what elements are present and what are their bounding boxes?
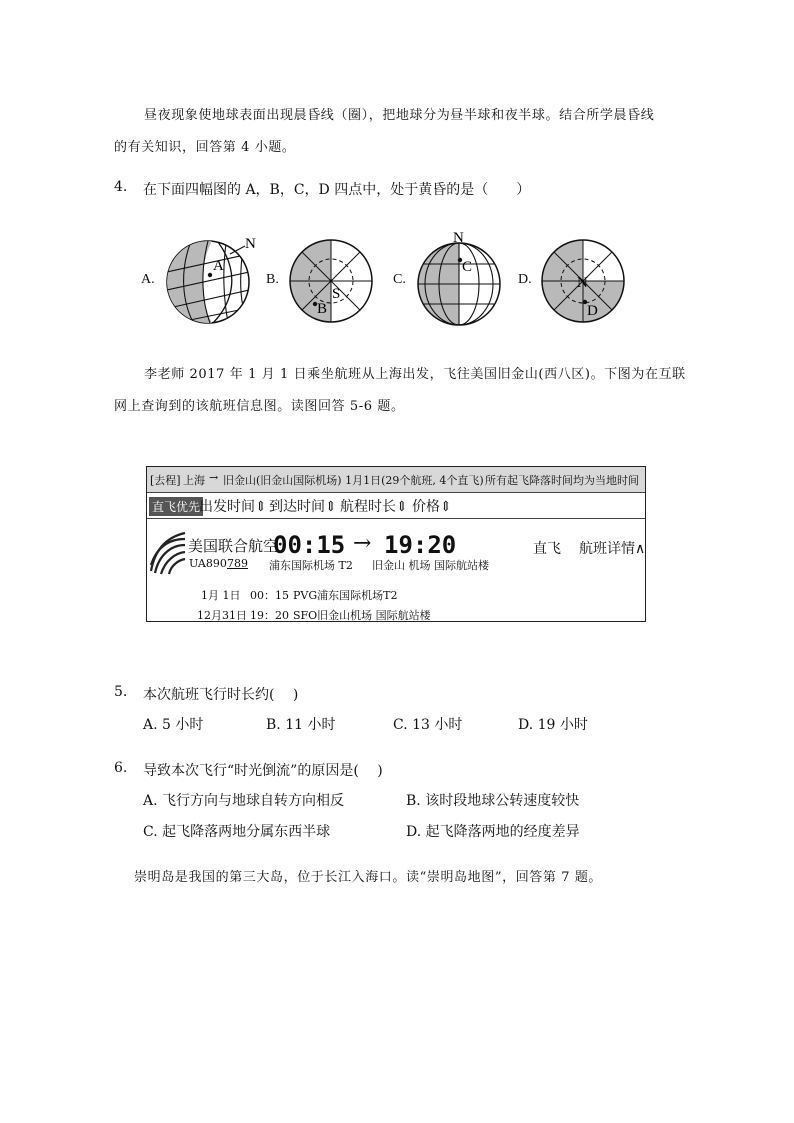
dep-time-row: 00：15 (250, 589, 289, 602)
globe-figure-c (412, 228, 507, 332)
arr-date: 12月31日 (197, 609, 247, 622)
pole-n-label-d: N (577, 275, 588, 291)
route-arrow-icon: → (209, 471, 219, 484)
q6-option-a: A. 飞行方向与地球自转方向相反 (143, 793, 345, 809)
arr-time-row: 19：20 (250, 609, 289, 622)
aircraft-type[interactable]: 789 (227, 557, 248, 570)
intro2-line-2: 网上查询到的该航班信息图。读图回答 5-6 题。 (114, 399, 405, 414)
q6-text: 导致本次飞行“时光倒流”的原因是( ) (143, 763, 383, 779)
q4-text: 在下面四幅图的 A，B，C，D 四点中，处于黄昏的是（ ） (143, 182, 531, 198)
q5-number: 5. (114, 684, 128, 700)
sort-price-button[interactable]: 价格⇕ (412, 499, 452, 515)
local-time-note: 所有起飞降落时间均为当地时间 (485, 474, 639, 487)
globe-figure-a (160, 232, 270, 332)
fig-c-option: C. (393, 272, 406, 287)
pole-s-label-b: S (332, 286, 341, 302)
destination-summary: 旧金山(旧金山国际机场) 1月1日(29个航班, 4个直飞) (223, 474, 484, 487)
q6-option-b: B. 该时段地球公转速度较快 (406, 793, 580, 809)
globe-figure-d (538, 236, 628, 326)
point-a-label: A (213, 258, 224, 274)
airline-logo-icon (149, 531, 187, 575)
point-c-label: C (462, 259, 473, 275)
arrival-airport: 旧金山 机场 国际航站楼 (372, 559, 489, 572)
dep-place: PVG浦东国际机场T2 (293, 589, 398, 602)
fig-d-option: D. (518, 272, 532, 287)
flight-number: UA890 (189, 557, 227, 570)
sort-departure-button[interactable]: 出发时间⇕ (199, 499, 267, 515)
fig-b-option: B. (266, 272, 279, 287)
direct-flight-label: 直飞 (533, 541, 561, 557)
dep-date: 1月 1日 (201, 589, 241, 602)
q5-text: 本次航班飞行时长约( ) (143, 687, 299, 703)
intro-line-1: 昼夜现象使地球表面出现晨昏线（圈），把地球分为昼半球和夜半球。结合所学晨昏线 (144, 108, 655, 123)
flight-details-link[interactable]: 航班详情∧ (579, 541, 646, 557)
q4-number: 4. (114, 179, 128, 195)
flight-info-panel (146, 466, 646, 622)
departure-airport: 浦东国际机场 T2 (269, 559, 353, 572)
q6-option-d: D. 起飞降落两地的经度差异 (406, 824, 580, 840)
flight-arrow-icon: → (353, 531, 372, 556)
airline-name: 美国联合航空 (188, 537, 279, 555)
q5-option-d: D. 19 小时 (518, 717, 588, 733)
sort-bar (147, 493, 645, 519)
q6-number: 6. (114, 760, 128, 776)
q5-option-a: A. 5 小时 (143, 717, 204, 733)
intro2-line-1: 李老师 2017 年 1 月 1 日乘坐航班从上海出发，飞往美国旧金山(西八区)。下图为在互联 (144, 367, 686, 382)
direct-first-toggle[interactable]: 直飞优先 (149, 497, 203, 516)
flight-header (147, 467, 645, 493)
globe-figure-b (286, 236, 376, 326)
arrival-time: 19:20 (384, 531, 457, 559)
point-d-label: D (587, 303, 598, 319)
q5-option-c: C. 13 小时 (393, 717, 463, 733)
pole-n-label-c: N (453, 230, 464, 246)
trip-tag: [去程] (150, 474, 181, 487)
pole-n-label-a: N (245, 236, 256, 252)
point-b-label: B (317, 301, 328, 317)
arr-place: SFO旧金山机场 国际航站楼 (293, 609, 431, 622)
q5-option-b: B. 11 小时 (266, 717, 336, 733)
q6-option-c: C. 起飞降落两地分属东西半球 (143, 824, 331, 840)
intro3-line-1: 崇明岛是我国的第三大岛，位于长江入海口。读“崇明岛地图”，回答第 7 题。 (134, 870, 603, 885)
intro-line-2: 的有关知识，回答第 4 小题。 (114, 140, 296, 155)
origin-city: 上海 (183, 474, 205, 487)
fig-a-option: A. (141, 272, 155, 287)
sort-duration-button[interactable]: 航程时长⇕ (340, 499, 408, 515)
sort-arrival-button[interactable]: 到达时间⇕ (269, 499, 337, 515)
departure-time: 00:15 (273, 531, 346, 559)
